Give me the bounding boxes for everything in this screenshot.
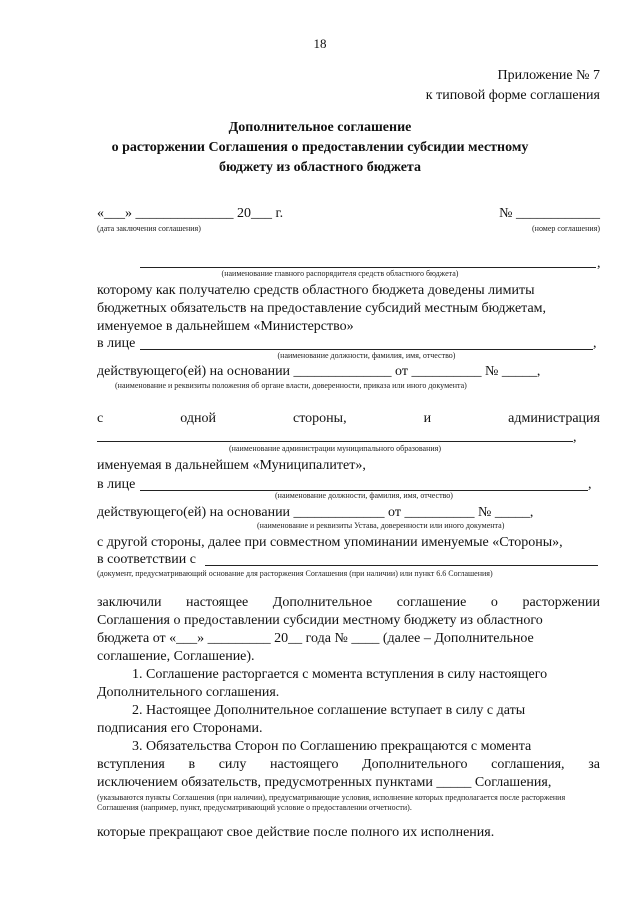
other-side-line-1: с другой стороны, далее при совместном упоминании именуемые «Стороны»,	[97, 535, 563, 550]
word-dopolnitelnoe: Дополнительное	[272, 595, 373, 610]
ministry-name-line	[140, 267, 596, 268]
item-2-line-2: подписания его Сторонами.	[97, 721, 263, 736]
word-i: и	[423, 411, 432, 426]
administration-in-person-end: ,	[588, 477, 592, 492]
title-line-3: бюджету из областного бюджета	[219, 160, 421, 175]
administration-name-line	[97, 441, 573, 442]
appendix-subtitle: к типовой форме соглашения	[425, 88, 600, 103]
word-v: в	[188, 757, 196, 772]
administration-acting: действующего(ей) на основании _____________ от __________ № _____,	[97, 505, 534, 520]
ministry-in-person-label: в лице	[97, 336, 136, 351]
ministry-comma: ,	[597, 256, 601, 271]
word-administration: администрация	[508, 411, 600, 426]
page-number: 18	[313, 36, 327, 51]
item-2-line-1: 2. Настоящее Дополнительное соглашение вступает в силу с даты	[132, 703, 526, 718]
administration-caption: (наименование администрации муниципального образования)	[228, 444, 442, 453]
ministry-in-person-end: ,	[593, 336, 597, 351]
word-silu: силу	[218, 757, 247, 772]
concluded-line-4: соглашение, Соглашение).	[97, 649, 255, 664]
administration-comma: ,	[573, 430, 577, 445]
word-vstupleniya: вступления	[97, 757, 165, 772]
word-za: за	[588, 757, 600, 772]
ministry-text-2: бюджетных обязательств на предоставление субсидий местным бюджетам,	[97, 301, 547, 316]
ministry-text-3: именуемое в дальнейшем «Министерство»	[97, 319, 354, 334]
word-dopolnitelnogo: Дополнительного	[362, 757, 468, 772]
item-3-caption: (указываются пункты Соглашения (при наличии), предусматривающие условия, исполнение которых предполагается после расторжения Соглашения (например, пункт, предусматривающий условие о предоставлении отчетности).	[97, 793, 566, 812]
administration-acting-caption: (наименование и реквизиты Устава, доверенности или иного документа)	[257, 521, 505, 530]
date-caption: (дата заключения соглашения)	[97, 224, 201, 233]
word-nastoyashchego: настоящего	[270, 757, 339, 772]
title-line-1: Дополнительное соглашение	[228, 120, 412, 135]
ministry-caption: (наименование главного распорядителя средств областного бюджета)	[221, 269, 459, 278]
other-side-line-2: в соответствии с	[97, 552, 196, 567]
ministry-acting-caption: (наименование и реквизиты положения об органе власти, доверенности, приказа или иного документа)	[115, 381, 467, 390]
word-odnoy: одной	[180, 411, 216, 426]
item-3-line-2	[97, 757, 600, 773]
concluded-line-2: Соглашения о предоставлении субсидии местному бюджету из областного	[97, 613, 543, 628]
word-rastorzhenii: расторжении	[522, 595, 600, 610]
administration-in-person-label: в лице	[97, 477, 136, 492]
concluded-line-3: бюджета от «___» _________ 20__ года № ____ (далее – Дополнительное	[97, 631, 534, 646]
concluded-line-1	[97, 595, 600, 611]
other-side-blank-line	[205, 565, 598, 566]
administration-named: именуемая в дальнейшем «Муниципалитет»,	[97, 458, 366, 473]
ministry-acting: действующего(ей) на основании ______________ от __________ № _____,	[97, 364, 541, 379]
administration-line	[97, 411, 600, 427]
item-3-line-1: 3. Обязательства Сторон по Соглашению прекращаются с момента	[132, 739, 532, 754]
item-1-line-1: 1. Соглашение расторгается с момента вступления в силу настоящего	[132, 667, 548, 682]
title-line-2: о расторжении Соглашения о предоставлении субсидии местному	[111, 140, 529, 155]
ministry-in-person-line	[140, 349, 593, 350]
word-soglashenie: соглашение	[396, 595, 467, 610]
agreement-number: № ____________	[499, 206, 600, 221]
item-3-line-4: которые прекращают свое действие после полного их исполнения.	[97, 825, 495, 840]
word-zaklyuchili: заключили	[97, 595, 162, 610]
number-caption: (номер соглашения)	[532, 224, 600, 233]
word-soglasheniya: соглашения,	[491, 757, 565, 772]
word-s: с	[97, 411, 104, 426]
appendix-number: Приложение № 7	[497, 68, 600, 83]
word-nastoyashchee: настоящее	[186, 595, 249, 610]
other-side-caption: (документ, предусматривающий основание для расторжения Соглашения (при наличии) или пункт 6.6 Соглашения)	[97, 569, 493, 578]
ministry-in-person-caption: (наименование должности, фамилия, имя, отчество)	[277, 351, 456, 360]
agreement-date: «___» ______________ 20___ г.	[97, 206, 284, 221]
ministry-text-1: которому как получателю средств областного бюджета доведены лимиты	[97, 283, 535, 298]
item-3-line-3: исключением обязательств, предусмотренных пунктами _____ Соглашения,	[97, 775, 552, 790]
word-storony: стороны,	[293, 411, 347, 426]
item-1-line-2: Дополнительного соглашения.	[97, 685, 280, 700]
word-o: о	[490, 595, 498, 610]
administration-in-person-caption: (наименование должности, фамилия, имя, отчество)	[275, 491, 453, 500]
